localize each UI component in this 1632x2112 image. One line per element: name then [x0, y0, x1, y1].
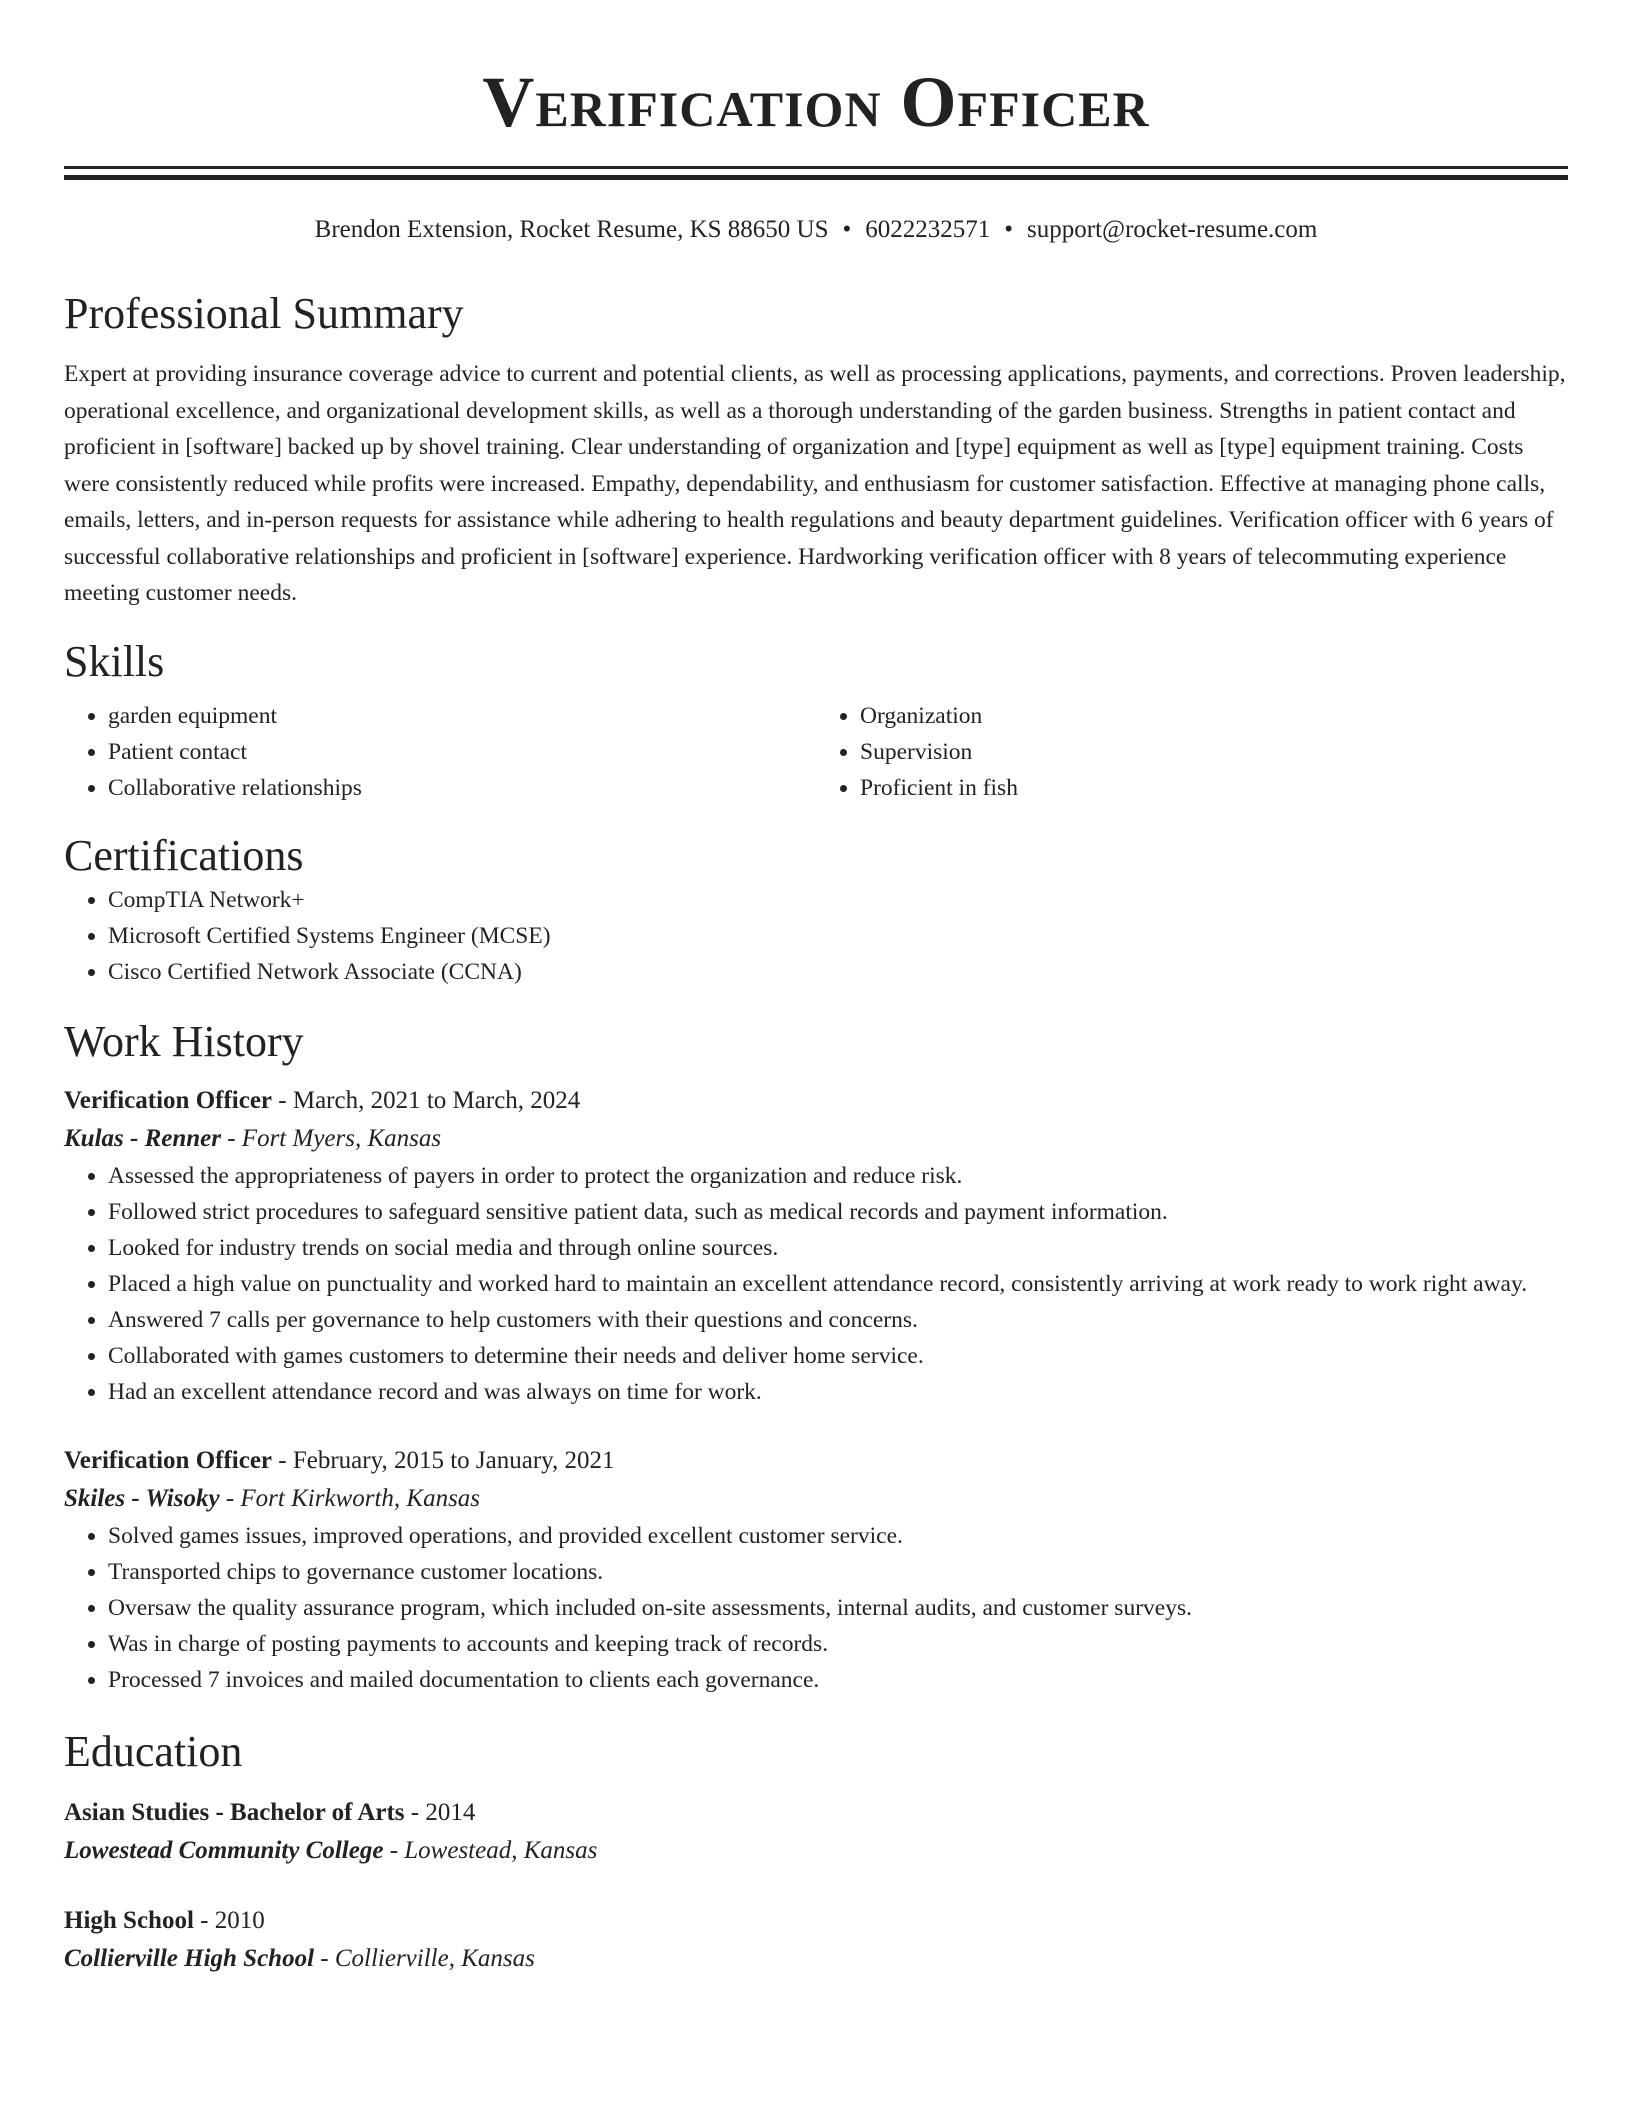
job-company: Kulas - Renner: [64, 1124, 221, 1152]
education-school: Collierville High School: [64, 1944, 315, 1972]
job-duty: • Processed 7 invoices and mailed documentation to clients each governance.: [108, 1662, 1568, 1698]
job-duty: • Assessed the appropriateness of payers in order to protect the organization and reduce risk.: [108, 1158, 1568, 1194]
certification-item: • CompTIA Network+: [108, 882, 1568, 918]
education-degree-line: [64, 1794, 1568, 1832]
work-history-heading: Work History: [64, 1016, 304, 1066]
contact-phone: 6022232571: [865, 216, 991, 243]
job-company-line: [64, 1120, 1568, 1158]
job-company: Skiles - Wisoky: [64, 1484, 220, 1512]
education-school-line: [64, 1940, 1568, 1978]
skills-columns: [64, 698, 1568, 806]
certification-item: • Cisco Certified Network Associate (CCNA): [108, 954, 1568, 990]
job-duty: • Transported chips to governance customer locations.: [108, 1554, 1568, 1590]
skill-item: • Supervision: [860, 734, 1568, 770]
education-degree: High School: [64, 1906, 194, 1934]
skills-list-right: [816, 698, 1568, 806]
contact-email: support@rocket-resume.com: [1027, 216, 1318, 243]
certifications-heading: Certifications: [64, 830, 304, 880]
job-duty: • Looked for industry trends on social media and through online sources.: [108, 1230, 1568, 1266]
job-location: - Fort Myers, Kansas: [220, 1124, 442, 1152]
education-year: - 2014: [404, 1798, 476, 1826]
education-location: - Collierville, Kansas: [314, 1944, 535, 1972]
job-title-line: [64, 1082, 1568, 1120]
job-dates: - February, 2015 to January, 2021: [272, 1446, 615, 1474]
job-duty: • Was in charge of posting payments to accounts and keeping track of records.: [108, 1626, 1568, 1662]
skills-heading: Skills: [64, 636, 165, 686]
skill-item: • Collaborative relationships: [108, 770, 816, 806]
contact-address: Brendon Extension, Rocket Resume, KS 88650 US: [314, 216, 829, 243]
skill-item: • garden equipment: [108, 698, 816, 734]
job-role: Verification Officer: [64, 1446, 273, 1474]
job-duties-list: [64, 1158, 1568, 1410]
header-rule-top: [64, 166, 1568, 169]
summary-text: Expert at providing insurance coverage advice to current and potential clients, as well as processing applications, payments, and corrections. Proven leadership, operational excellence, and organizational development skills, as well as a thorough understanding of the garden business. Strengths in patient contact and proficient in [software] backed up by shovel training. Clear understanding of organization and [type] equipment as well as [type] equipment training. Costs were consistently reduced while profits were increased. Empathy, dependability, and enthusiasm for customer satisfaction. Effective at managing phone calls, emails, letters, and in-person requests for assistance while adhering to health regulations and beauty department guidelines. Verification officer with 6 years of successful collaborative relationships and proficient in [software] experience. Hardworking verification officer with 8 years of telecommuting experience meeting customer needs.: [64, 361, 1566, 606]
skill-item: • Patient contact: [108, 734, 816, 770]
summary-heading: Professional Summary: [64, 289, 464, 338]
contact-line: [64, 214, 1568, 246]
education-school: Lowestead Community College: [64, 1836, 384, 1864]
skills-list-left: [64, 698, 816, 806]
job-duty: • Had an excellent attendance record and was always on time for work.: [108, 1374, 1568, 1410]
job-company-line: [64, 1480, 1568, 1518]
skill-item: • Proficient in fish: [860, 770, 1568, 806]
job-duty: • Answered 7 calls per governance to help customers with their questions and concerns.: [108, 1302, 1568, 1338]
contact-separator: •: [842, 216, 852, 243]
education-degree: Asian Studies - Bachelor of Arts: [64, 1798, 405, 1826]
certification-item: • Microsoft Certified Systems Engineer (MCSE): [108, 918, 1568, 954]
job-duty: • Collaborated with games customers to determine their needs and deliver home service.: [108, 1338, 1568, 1374]
job-dates: - March, 2021 to March, 2024: [272, 1086, 581, 1114]
job-duty: • Followed strict procedures to safeguard sensitive patient data, such as medical records and payment information.: [108, 1194, 1568, 1230]
education-year: - 2010: [193, 1906, 265, 1934]
job-location: - Fort Kirkworth, Kansas: [219, 1484, 481, 1512]
job-role: Verification Officer: [64, 1086, 273, 1114]
job-duty: • Solved games issues, improved operations, and provided excellent customer service.: [108, 1518, 1568, 1554]
skill-item: • Organization: [860, 698, 1568, 734]
job-duty: • Placed a high value on punctuality and worked hard to maintain an excellent attendance record, consistently arriving at work ready to work right away.: [108, 1266, 1568, 1302]
certifications-list: [64, 882, 1568, 990]
candidate-title: Verification Officer: [482, 62, 1150, 142]
header-rule-bottom: [64, 175, 1568, 180]
job-title-line: [64, 1442, 1568, 1480]
job-duties-list: [64, 1518, 1568, 1698]
education-school-line: [64, 1832, 1568, 1870]
education-location: - Lowestead, Kansas: [383, 1836, 598, 1864]
contact-separator: •: [1004, 216, 1014, 243]
education-degree-line: [64, 1902, 1568, 1940]
job-duty: • Oversaw the quality assurance program, which included on-site assessments, internal audits, and customer surveys.: [108, 1590, 1568, 1626]
education-heading: Education: [64, 1726, 243, 1776]
